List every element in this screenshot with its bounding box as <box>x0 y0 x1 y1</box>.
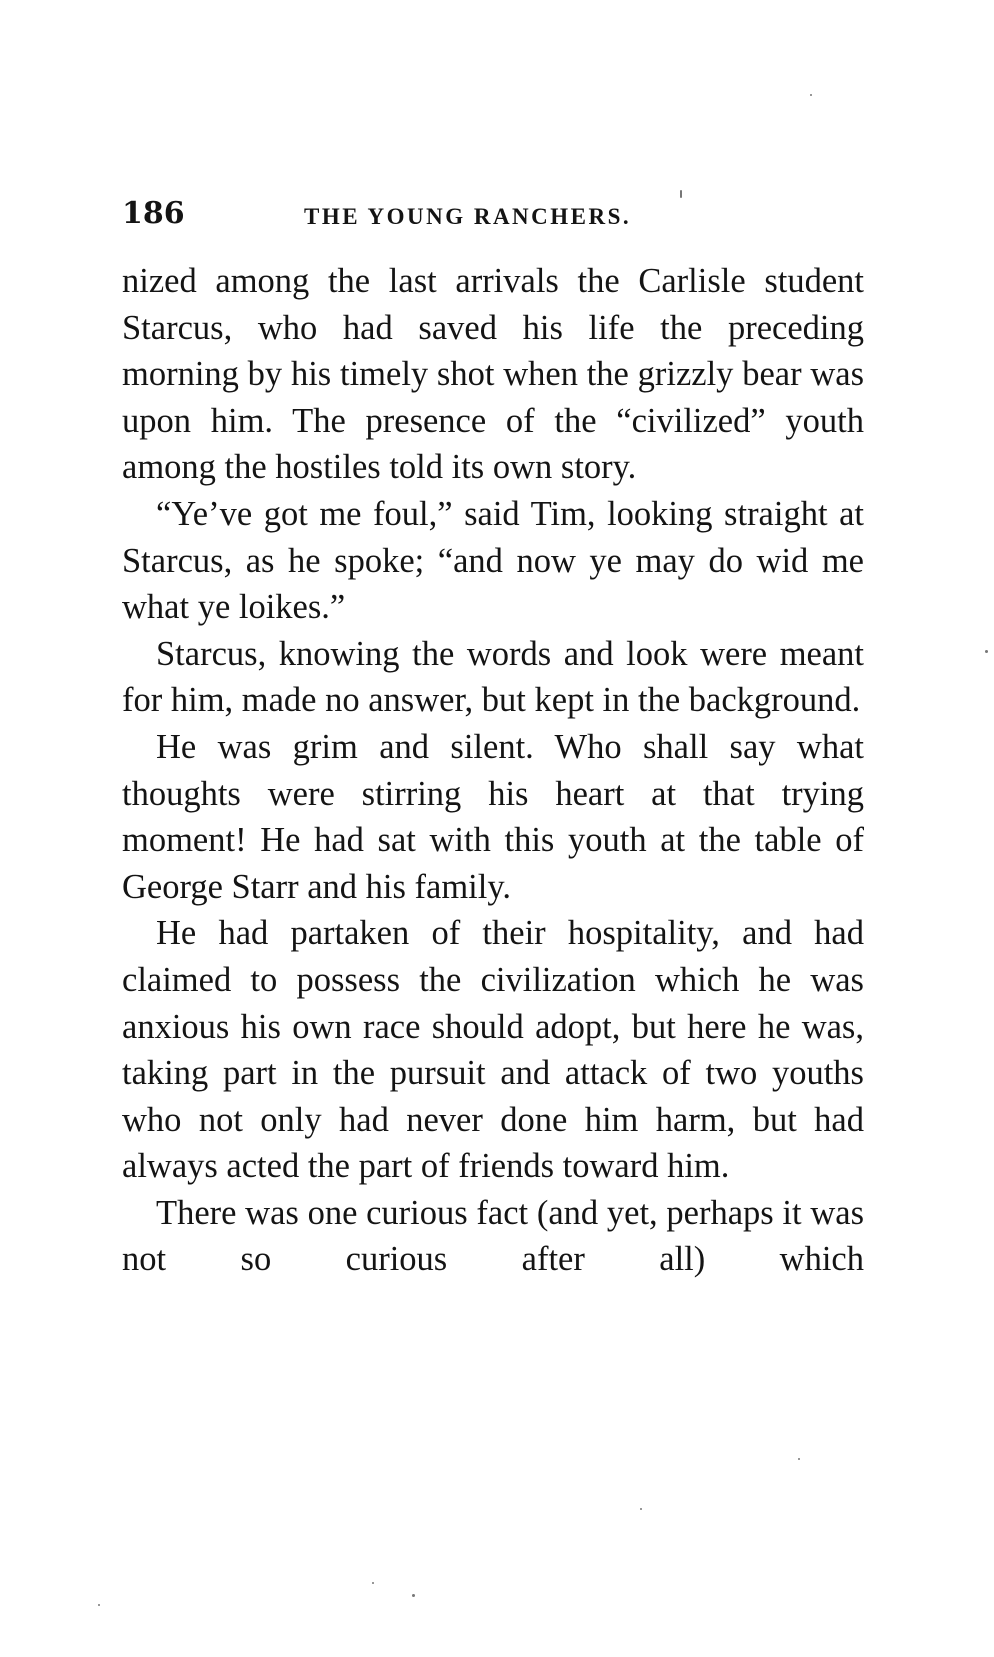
paragraph-4: He was grim and silent. Who shall say what thoughts were stirring his heart at that trying moment! He had sat with this youth at the table of George Starr and his family. <box>122 727 864 906</box>
paragraph-3: Starcus, knowing the words and look were meant for him, made no answer, but kept in the background. <box>122 634 864 720</box>
paragraph-5: He had partaken of their hospitality, and had claimed to possess the civilization which he was anxious his own race should adopt, but here he was, taking part in the pursuit and attack of two youths who not only had never done him harm, but had always acted the part of friends toward him. <box>122 914 864 1186</box>
scan-speck <box>680 190 682 198</box>
running-title: THE YOUNG RANCHERS. <box>304 204 632 229</box>
page-number: 186 <box>122 196 185 231</box>
scan-speck <box>640 1508 642 1510</box>
scan-speck <box>98 1604 100 1606</box>
scan-speck <box>810 94 812 96</box>
scan-speck <box>985 650 988 653</box>
page-header <box>122 196 882 236</box>
paragraph-2: “Ye’ve got me foul,” said Tim, looking straight at Starcus, as he spoke; “and now ye may do wid me what ye loikes.” <box>122 494 864 627</box>
scan-speck <box>372 1582 374 1584</box>
scan-speck <box>798 1458 800 1460</box>
body-text <box>122 258 864 1283</box>
paragraph-1: nized among the last arrivals the Carlisle student Starcus, who had saved his life the preceding morning by his timely shot when the grizzly bear was upon him. The presence of the “civilized” youth among the hostiles told its own story. <box>122 262 864 487</box>
scan-speck <box>412 1594 415 1597</box>
paragraph-6: There was one curious fact (and yet, perhaps it was not so curious after all) which <box>122 1193 864 1279</box>
